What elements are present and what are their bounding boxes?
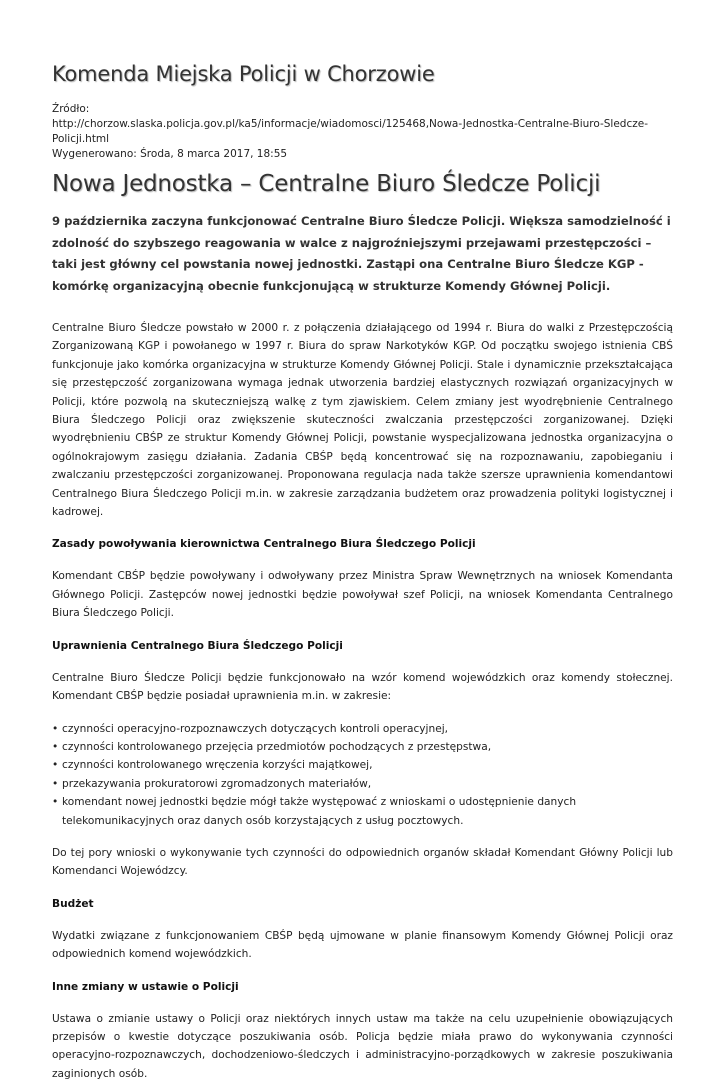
list-item-text: czynności kontrolowanego wręczenia korzyści majątkowej, [62, 759, 373, 772]
paragraph-history: Centralne Biuro Śledcze powstało w 2000 r. z połączenia działającego od 1994 r. Biura do walki z Przestępczością Zorganizowaną KGP i powołanego w 1997 r. Biura do spraw Narkotyków KGP. Od początku swojego istnienia CBŚ funkcjonuje jako komórka organizacyjna w strukturze Komendy Głównej Policji. Stale i dynamicznie przekształcająca się przestępczość zorganizowana wymaga jednak utworzenia bardziej elastycznych rozwiązań organizacyjnych w Policji, które pozwolą na skuteczniejszą walkę z tym zjawiskiem. Celem zmiany jest wyodrębnienie Centralnego Biura Śledczego Policji oraz zwiększenie skuteczności zwalczania przestępczości zorganizowanej. Dzięki wyodrębnieniu CBŚP ze struktur Komendy Głównej Policji, powstanie wyspecjalizowana jednostka organizacyjna o ogólnokrajowym zasięgu działania. Zadania CBŚP będą koncentrować się na rozpoznawaniu, zapobieganiu i zwalczaniu przestępczości zorganizowanej. Proponowana regulacja nada także szersze uprawnienia komendantowi Centralnego Biura Śledczego Policji m.in. w zakresie zarządzania budżetem oraz prowadzenia polityki logistycznej i kadrowej. [52, 322, 673, 519]
paragraph-budget: Wydatki związane z funkcjonowaniem CBŚP będą ujmowane w planie finansowym Komendy Głównej Policji oraz odpowiednich komend wojewódzkich. [52, 929, 673, 961]
bullet-icon: • [52, 777, 59, 790]
paragraph-powers: Centralne Biuro Śledcze Policji będzie funkcjonowało na wzór komend wojewódzkich oraz komendy stołecznej. Komendant CBŚP będzie posiadał uprawnienia m.in. w zakresie: [52, 671, 673, 703]
paragraph-leadership: Komendant CBŚP będzie powoływany i odwoływany przez Ministra Spraw Wewnętrznych na wniosek Komendanta Głównego Policji. Zastępców nowej jednostki będzie powoływał szef Policji, na wniosek Komendanta Centralnego Biura Śledczego Policji. [52, 570, 673, 620]
powers-list [52, 720, 673, 830]
paragraph-previous-practice: Do tej pory wnioski o wykonywanie tych czynności do odpowiednich organów składał Komendant Główny Policji lub Komendanci Wojewódzcy. [52, 846, 673, 878]
list-item [52, 793, 673, 830]
list-item [52, 720, 673, 738]
bullet-icon: • [52, 722, 59, 735]
heading-other-changes: Inne zmiany w ustawie o Policji [52, 980, 239, 993]
bullet-icon: • [52, 740, 59, 753]
site-title: Komenda Miejska Policji w Chorzowie [52, 62, 435, 86]
bullet-icon: • [52, 796, 59, 809]
bullet-icon: • [52, 759, 59, 772]
list-item-text: komendant nowej jednostki będzie mógł także występować z wnioskami o udostępnienie danych telekomunikacyjnych oraz danych osób korzystających z usług pocztowych. [62, 796, 577, 827]
generated-date: Wygenerowano: Środa, 8 marca 2017, 18:55 [52, 148, 288, 160]
list-item [52, 756, 673, 774]
source-label: Źródło: [52, 103, 90, 115]
heading-powers: Uprawnienia Centralnego Biura Śledczego Policji [52, 639, 343, 652]
list-item [52, 775, 673, 793]
heading-budget: Budżet [52, 897, 94, 910]
source-url[interactable]: http://chorzow.slaska.policja.gov.pl/ka5/informacje/wiadomosci/125468,Nowa-Jednostka-Centralne-Biuro-Sledcze-Policji.html [52, 118, 648, 145]
list-item-text: czynności operacyjno-rozpoznawczych dotyczących kontroli operacyjnej, [62, 722, 449, 735]
heading-leadership: Zasady powoływania kierownictwa Centralnego Biura Śledczego Policji [52, 538, 476, 551]
article-lead: 9 października zaczyna funkcjonować Centralne Biuro Śledcze Policji. Większa samodzielność i zdolność do szybszego reagowania w walce z najgroźniejszymi przejawami przestępczości – taki jest główny cel powstania nowej jednostki. Zastąpi ona Centralne Biuro Śledcze KGP - komórkę organizacyjną obecnie funkcjonującą w strukturze Komendy Głównej Policji. [52, 214, 671, 293]
article-title: Nowa Jednostka – Centralne Biuro Śledcze Policji [52, 171, 601, 197]
list-item [52, 738, 673, 756]
list-item-text: czynności kontrolowanego przejęcia przedmiotów pochodzących z przestępstwa, [62, 740, 492, 753]
list-item-text: przekazywania prokuratorowi zgromadzonych materiałów, [62, 777, 372, 790]
paragraph-other-changes: Ustawa o zmianie ustawy o Policji oraz niektórych innych ustaw ma także na celu uzupełnienie obowiązujących przepisów o kwestie dotyczące poszukiwania osób. Policja będzie miała prawo do wykonywania czynności operacyjno-rozpoznawczych, dochodzeniowo-śledczych i administracyjno-porządkowych w zakresie poszukiwania zaginionych osób. [52, 1012, 673, 1080]
